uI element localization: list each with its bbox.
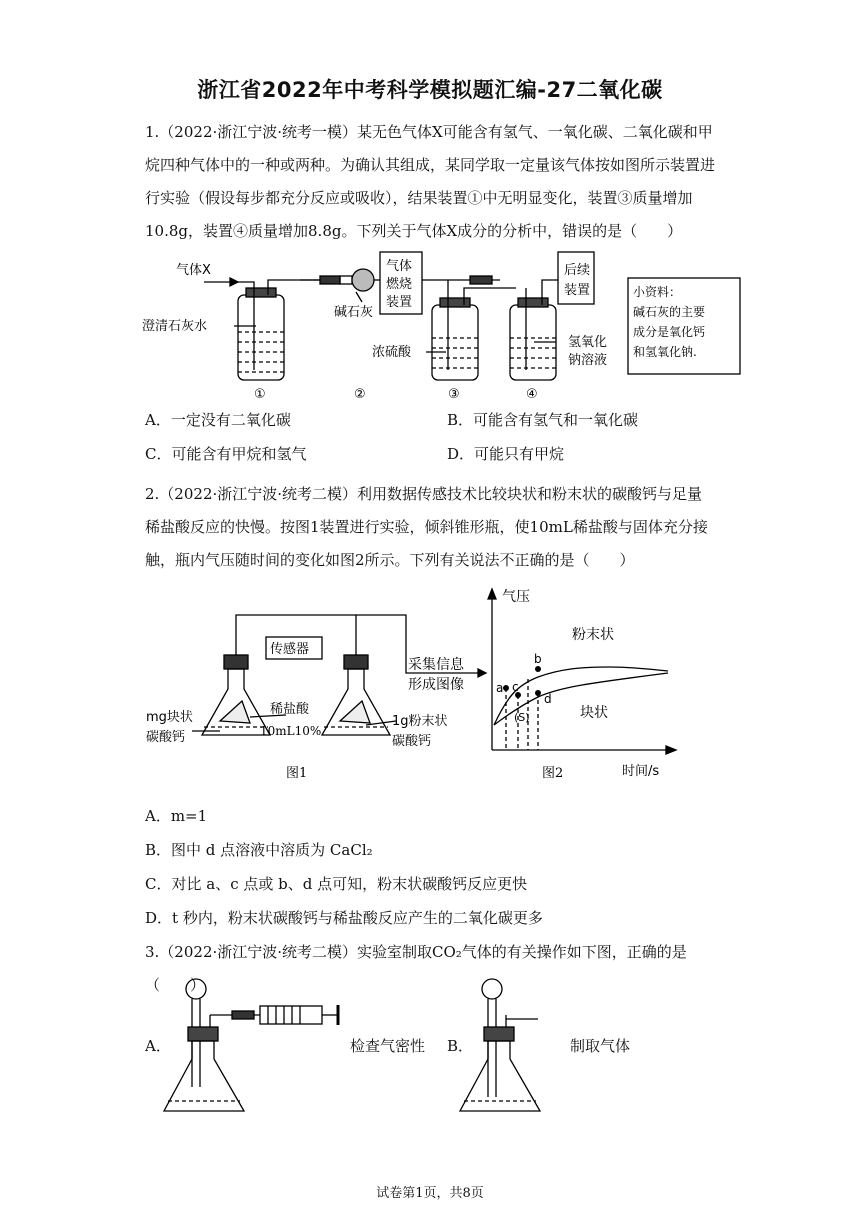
next-device-label-line2: 装置 bbox=[564, 283, 591, 298]
series-lump-label: 块状 bbox=[580, 705, 608, 721]
lump-label-line2: 碳酸钙 bbox=[146, 730, 186, 745]
device-label-2: ② bbox=[354, 387, 366, 402]
q3-option-a-letter[interactable]: A． bbox=[145, 1037, 171, 1055]
note-line2: 碱石灰的主要 bbox=[633, 305, 706, 319]
q2-option-b[interactable]: B．图中 d 点溶液中溶质为 CaCl₂ bbox=[145, 841, 373, 859]
figure-2-caption: 图2 bbox=[542, 766, 564, 781]
q3-option-a-label: 检查气密性 bbox=[350, 1037, 426, 1055]
question-2-figure bbox=[140, 585, 680, 785]
acid-label-line2: 10mL10% bbox=[260, 724, 322, 738]
question-3-text: 3.（2022·浙江宁波·统考二模）实验室制取CO₂气体的有关操作如下图，正确的是（ ） bbox=[145, 943, 687, 994]
question-1-apparatus-figure bbox=[142, 250, 745, 405]
q1-option-b[interactable]: B．可能含有氢气和一氧化碳 bbox=[447, 411, 639, 429]
burner-label-line1: 气体 bbox=[386, 259, 413, 274]
powder-label-line2: 碳酸钙 bbox=[392, 734, 432, 749]
device-label-3: ③ bbox=[448, 387, 460, 402]
gas-x-label: 气体X bbox=[176, 263, 211, 278]
sensor-label: 传感器 bbox=[270, 642, 310, 657]
point-a-label: a bbox=[496, 681, 504, 695]
point-d-label: d bbox=[544, 692, 552, 706]
collect-label-line1: 采集信息 bbox=[408, 657, 464, 673]
burner-label-line2: 燃烧 bbox=[386, 277, 413, 292]
next-device-label-line1: 后续 bbox=[564, 263, 591, 278]
acid-label-line1: 稀盐酸 bbox=[270, 702, 310, 717]
question-2-text: 2.（2022·浙江宁波·统考二模）利用数据传感技术比较块状和粉末状的碳酸钙与足量稀盐酸反应的快慢。按图1装置进行实验，倾斜锥形瓶，使10mL稀盐酸与固体充分接触，瓶内气压随时间的变化如图2所示。下列有关说法不正确的是（ ） bbox=[145, 485, 708, 569]
page-title: 浙江省2022年中考科学模拟题汇编-27二氧化碳 bbox=[197, 78, 663, 102]
lump-label-line1: mg块状 bbox=[146, 710, 193, 725]
q1-option-c[interactable]: C．可能含有甲烷和氢气 bbox=[145, 445, 307, 463]
q2-option-a[interactable]: A．m=1 bbox=[145, 807, 208, 825]
note-line1: 小资料： bbox=[633, 285, 682, 299]
q1-option-a[interactable]: A．一定没有二氧化碳 bbox=[145, 411, 291, 429]
device-label-1: ① bbox=[254, 387, 266, 402]
series-powder-label: 粉末状 bbox=[572, 627, 614, 643]
collect-label-line2: 形成图像 bbox=[408, 677, 464, 693]
figure-1-caption: 图1 bbox=[286, 766, 308, 781]
graph-y-axis-label: 气压 bbox=[502, 589, 530, 605]
point-b-label: b bbox=[534, 652, 542, 666]
burner-label-line3: 装置 bbox=[386, 295, 413, 310]
q3-option-a-figure bbox=[170, 975, 360, 1120]
q2-option-d[interactable]: D．t 秒内，粉末状碳酸钙与稀盐酸反应产生的二氧化碳更多 bbox=[145, 909, 543, 927]
note-line4: 和氢氧化钠. bbox=[633, 345, 697, 359]
naoh-label-line2: 钠溶液 bbox=[568, 353, 608, 368]
naoh-label-line1: 氢氧化 bbox=[568, 335, 608, 350]
graph-x-axis-label: 时间/s bbox=[622, 764, 660, 779]
soda-lime-label: 碱石灰 bbox=[334, 305, 374, 320]
q3-option-b-label: 制取气体 bbox=[570, 1037, 631, 1055]
powder-label-line1: 1g粉末状 bbox=[392, 714, 448, 729]
q3-option-b-letter[interactable]: B． bbox=[447, 1037, 474, 1055]
q2-option-c[interactable]: C．对比 a、c 点或 b、d 点可知，粉末状碳酸钙反应更快 bbox=[145, 875, 528, 893]
question-1-text: 1.（2022·浙江宁波·统考一模）某无色气体X可能含有氢气、一氧化碳、二氧化碳和甲烷四种气体中的一种或两种。为确认其组成，某同学取一定量该气体按如图所示装置进行实验（假设每步都充分反应或吸收），结果装置①中无明显变化，装置③质量增加10.8g，装置④质量增加8.8g。下列关于气体X成分的分析中，错误的是（ ） bbox=[145, 123, 716, 240]
sulfuric-acid-label: 浓硫酸 bbox=[372, 345, 412, 360]
t-mark-label: (S) bbox=[514, 711, 530, 724]
note-line3: 成分是氧化钙 bbox=[633, 325, 706, 339]
q1-option-d[interactable]: D．可能只有甲烷 bbox=[447, 445, 565, 463]
page-footer: 试卷第1页，共8页 bbox=[376, 1186, 484, 1201]
q3-option-b-figure bbox=[468, 975, 548, 1120]
point-c-label: c bbox=[512, 680, 519, 694]
device-label-4: ④ bbox=[526, 387, 538, 402]
lime-water-label: 澄清石灰水 bbox=[142, 319, 208, 334]
